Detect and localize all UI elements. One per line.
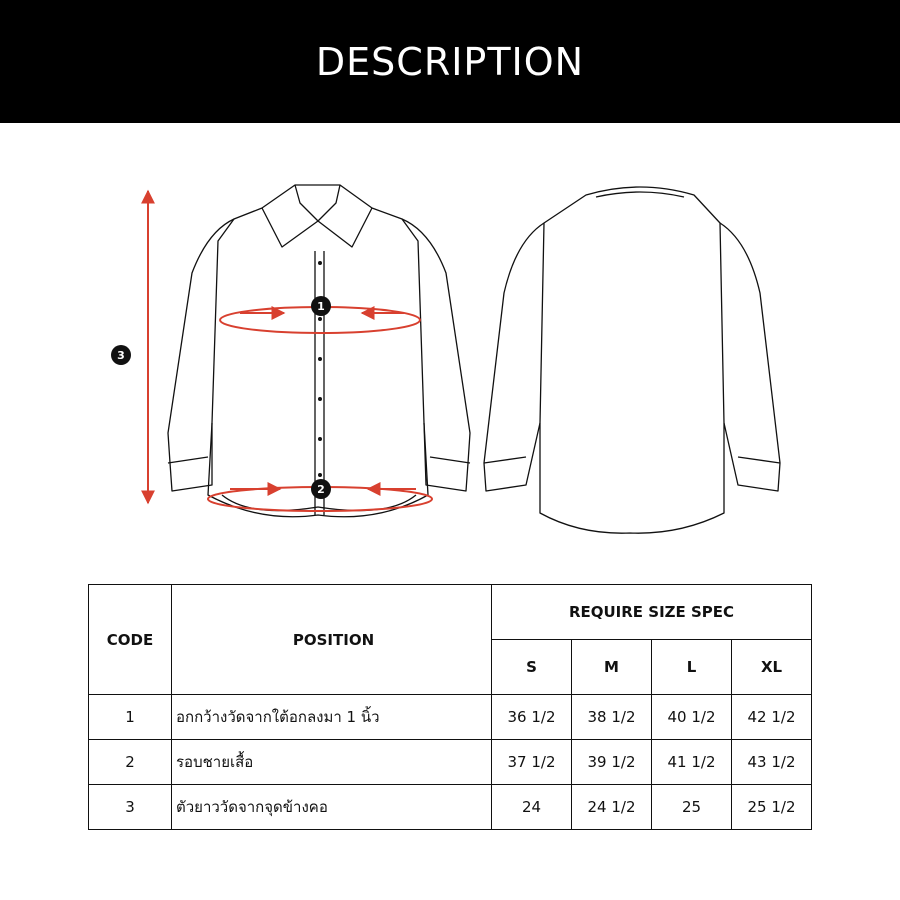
- row-code: 1: [89, 695, 172, 740]
- row-value-m: 24 1/2: [572, 785, 652, 830]
- button-dots: [318, 261, 322, 477]
- row-value-xl: 25 1/2: [732, 785, 812, 830]
- size-header-m: M: [572, 640, 652, 695]
- size-header-l: L: [652, 640, 732, 695]
- marker-length: [111, 345, 131, 365]
- marker-length-label: 3: [117, 349, 125, 362]
- code-header: CODE: [89, 585, 172, 695]
- marker-chest: [311, 296, 331, 316]
- header-banner: [0, 0, 900, 123]
- row-position: รอบชายเสื้อ: [172, 740, 492, 785]
- front-shirt-drawing: [168, 185, 470, 517]
- table-row: [89, 695, 812, 740]
- row-value-s: 36 1/2: [492, 695, 572, 740]
- row-code: 3: [89, 785, 172, 830]
- row-value-xl: 43 1/2: [732, 740, 812, 785]
- table-row: [89, 785, 812, 830]
- back-shirt-drawing: [484, 187, 780, 533]
- page-title: DESCRIPTION: [315, 39, 585, 84]
- row-position: ตัวยาววัดจากจุดข้างคอ: [172, 785, 492, 830]
- row-value-l: 40 1/2: [652, 695, 732, 740]
- size-header-xl: XL: [732, 640, 812, 695]
- table-row: [89, 740, 812, 785]
- row-value-l: 41 1/2: [652, 740, 732, 785]
- row-value-xl: 42 1/2: [732, 695, 812, 740]
- size-header-s: S: [492, 640, 572, 695]
- marker-hem-label: 2: [317, 483, 325, 496]
- position-header: POSITION: [172, 585, 492, 695]
- row-value-s: 37 1/2: [492, 740, 572, 785]
- row-position: อกกว้างวัดจากใต้อกลงมา 1 นิ้ว: [172, 695, 492, 740]
- shirt-diagram: [0, 123, 900, 563]
- row-value-s: 24: [492, 785, 572, 830]
- row-value-m: 38 1/2: [572, 695, 652, 740]
- table-header-row: [89, 585, 812, 640]
- size-spec-table: [88, 584, 812, 830]
- marker-chest-label: 1: [317, 300, 325, 313]
- row-value-l: 25: [652, 785, 732, 830]
- marker-hem: [311, 479, 331, 499]
- row-code: 2: [89, 740, 172, 785]
- require-size-spec-header: REQUIRE SIZE SPEC: [492, 585, 812, 640]
- row-value-m: 39 1/2: [572, 740, 652, 785]
